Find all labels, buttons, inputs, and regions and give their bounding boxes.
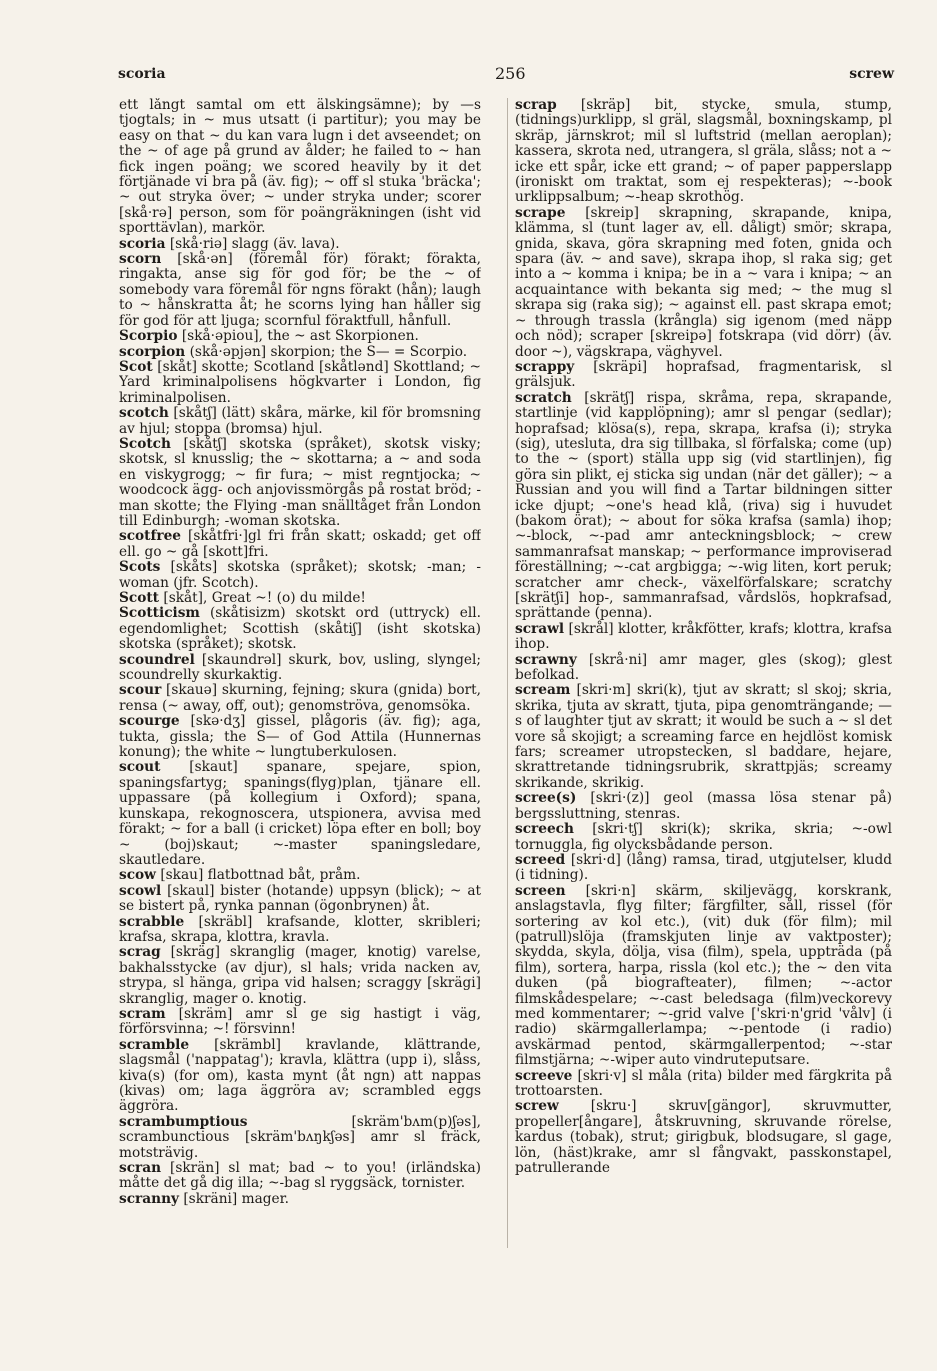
- entry-definition: [skräm] amr sl ge sig hastigt i väg, förförsvinna; ~! försvinn!: [119, 1005, 481, 1038]
- entry-headword: scrag: [119, 944, 161, 961]
- entry-headword: scorn: [119, 251, 162, 268]
- dictionary-entry: [119, 1192, 481, 1207]
- entry-definition: [skri·tʃ] skri(k); skrika, skria; ~-owl tornuggla, fig olycksbådande person.: [515, 821, 892, 853]
- dictionary-entry: [515, 1069, 892, 1100]
- entry-definition: ett långt samtal om ett älskingsämne); by —s tjogtals; in ~ mus utsatt (i partitur); you may be easy on that ~ du kan vara lugn i det avseendet; on the ~ of age på grund av ålder; he failed to ~ han fick ingen poäng; we scored heavily by it det förtjänade vi bra på (äv. fig); ~ off sl stuka 'bräcka'; ~ out stryka över; ~ under stryka under; scorer [skå·rə] person, som för poängräkningen (isht vid sporttävlan), markör.: [119, 98, 481, 237]
- dictionary-entry: [119, 237, 481, 252]
- dictionary-entry: [119, 1007, 481, 1038]
- running-head-right: screw: [849, 66, 894, 82]
- entry-definition: [skräm'bʌm(p)ʃəs], scrambunctious [skräm'bʌŋkʃəs] amr sl fräck, motsträvig.: [119, 1113, 481, 1161]
- entry-headword: scour: [119, 682, 162, 699]
- dictionary-entry: [515, 206, 892, 360]
- dictionary-entry: [119, 1038, 481, 1115]
- column-divider: [507, 98, 508, 1248]
- dictionary-entry: [119, 653, 481, 684]
- entry-headword: scratch: [515, 389, 572, 406]
- entry-definition: [skru·] skruv[gängor], skruvmutter, propeller[ångare], åtskruvning, skruvande rörelse, kardus (tobak), strut; girigbuk, blodsugare, sl gage, lön, (häst)krake, amr sl fångvakt, passkonstapel, patrullerande: [515, 1098, 892, 1177]
- dictionary-entry: [515, 884, 892, 1069]
- entry-definition: [skräg] skranglig (mager, knotig) varelse, bakhalsstycke (av djur), sl hals; vrida nacken av, strypa, sl hänga, gripa vid halsen; scraggy [skrägi] skranglig, mager o. knotig.: [119, 944, 481, 1007]
- entry-headword: scotch: [119, 405, 169, 422]
- entry-definition: [skauə] skurning, fejning; skura (gnida) bort, rensa (~ away, off, out); genomströva, genomsöka.: [119, 682, 481, 714]
- entry-headword: scrape: [515, 204, 566, 221]
- dictionary-entry: [119, 915, 481, 946]
- dictionary-entry: [119, 329, 481, 344]
- dictionary-entry: [119, 560, 481, 591]
- entry-headword: Scotticism: [119, 605, 200, 622]
- dictionary-entry: [119, 591, 481, 606]
- entry-headword: scrambumptious: [119, 1113, 248, 1130]
- entry-definition: [skåtʃ] skotska (språket), skotsk visky; skotsk, sl knusslig; the ~ skottarna; a ~ and soda en viskygrogg; ~ fir fura; ~ mist regntjocka; ~ woodcock ägg- och anjovissmörgås på rostat bröd; -man skotte; the Flying -man snälltåget från London till Edinburgh; -woman skotska.: [119, 435, 481, 529]
- dictionary-entry: [515, 683, 892, 791]
- dictionary-entry: [119, 360, 481, 406]
- page-number: 256: [495, 64, 526, 83]
- entry-headword: scowl: [119, 882, 162, 899]
- entry-definition: [skrätʃ] rispa, skråma, repa, skrapande, startlinje (vid kapplöpning); amr sl pengar (sedlar); hoprafsad; klösa(s), repa, skrapa, krafsa (i); stryka (sig), utesluta, dra sig tillbaka, sl förfalska; come (up) to the ~ (sport) ställa upp sig (vid startlinjen), fig göra sin plikt, ej sticka sig undan (när det gäller); ~ a Russian and you will find a Tartar bildningen sitter icke djupt; ~one's head klå, (riva) sig i huvudet (bakom örat); ~ about for söka krafsa (samla) ihop; ~-block, ~-pad amr anteckningsblock; ~ crew sammanrafsat manskap; ~ performance improviserad föreställning; ~-cat argbigga; ~-wig liten, kort peruk; scratcher amr check-, växelförfalskare; scratchy [skrätʃi] hop-, sammanrafsad, vårdslös, hopkrafsad, sprättande (penna).: [515, 389, 892, 622]
- entry-headword: scoria: [119, 235, 166, 252]
- entry-headword: Scott: [119, 590, 159, 606]
- dictionary-entry: [119, 1161, 481, 1192]
- dictionary-entry: [515, 98, 892, 206]
- dictionary-entry: [119, 406, 481, 437]
- entry-definition: [skrämbl] kravlande, klättrande, slagsmål ('nappatag'); kravla, klättra (upp i), slåss, kiva(s) (for om), kasta mynt (åt ngn) att nappas (kivas) om; laga äggröra av; scrambled eggs äggröra.: [119, 1036, 481, 1115]
- dictionary-entry: [515, 653, 892, 684]
- right-column: [515, 98, 892, 1248]
- dictionary-entry: [515, 391, 892, 622]
- entry-headword: scourge: [119, 713, 180, 730]
- entry-definition: [skaul] bister (hotande) uppsyn (blick); ~ at se bistert på, rynka pannan (ögonbrynen) åt.: [119, 882, 481, 915]
- entry-headword: scram: [119, 1005, 166, 1022]
- dictionary-entry: [515, 1099, 892, 1176]
- entry-headword: scoundrel: [119, 651, 195, 668]
- dictionary-entry: [119, 529, 481, 560]
- entry-headword: Scotch: [119, 435, 171, 452]
- dictionary-entry: [119, 437, 481, 529]
- entry-definition: [skåtʃ] (lätt) skåra, märke, kil för bromsning av hjul; stoppa (bromsa) hjul.: [119, 405, 481, 437]
- dictionary-entry: [119, 760, 481, 868]
- entry-definition: [skri·m] skri(k), tjut av skratt; sl skoj; skria, skrika, tjuta av skratt, tjuta, pipa genomträngande; —s of laughter tjut av skratt; it would be such a ~ sl det vore så skojigt; a screaming farce en hejdlöst komisk fars; screamer utropstecken, sl baddare, hejare, skrattretande tidningsrubrik, skrattpjäs; screamy skrikande, skrikig.: [515, 682, 892, 791]
- entry-headword: scrawny: [515, 651, 577, 668]
- dictionary-entry: [515, 622, 892, 653]
- entry-definition: [skåt] skotte; Scotland [skåtlənd] Skottland; ~ Yard kriminalpolisens högkvarter i London, fig kriminalpolisen.: [119, 358, 481, 406]
- entry-headword: scramble: [119, 1036, 190, 1053]
- entry-headword: screed: [515, 851, 566, 868]
- left-column: [119, 98, 481, 1248]
- running-head-left: scoria: [118, 66, 166, 82]
- entry-definition: [skau] flatbottnad båt, pråm.: [160, 867, 361, 884]
- dictionary-entry: [119, 1115, 481, 1161]
- dictionary-entry: [119, 345, 481, 360]
- dictionary-entry: [119, 98, 481, 237]
- entry-headword: scream: [515, 682, 571, 699]
- entry-headword: screeve: [515, 1067, 573, 1084]
- entry-definition: (skå·əpjən] skorpion; the S— = Scorpio.: [189, 343, 468, 360]
- dictionary-entry: [119, 683, 481, 714]
- entry-definition: [skaut] spanare, spejare, spion, spaningsfartyg; spanings(flyg)plan, tjänare ell. uppassare (på kollegium i Oxford); spana, kunskapa, rekognoscera, utspionera, avvisa med förakt; ~ for a ball (i cricket) löpa efter en boll; boy ~ (boj)skaut; ~-master spaningsledare, skautledare.: [119, 759, 481, 868]
- dictionary-entry: [119, 868, 481, 883]
- entry-definition: [skå·əpiou], the ~ ast Skorpionen.: [181, 328, 419, 345]
- entry-definition: (skåtisizm) skotskt ord (uttryck) ell. egendomlighet; Scottish (skåtiʃ] (isht skotska) skotska (språket); skotsk.: [119, 605, 481, 653]
- entry-definition: [skräni] mager.: [183, 1190, 289, 1207]
- dictionary-entry: [515, 822, 892, 853]
- entry-headword: scow: [119, 867, 156, 884]
- entry-headword: scrawl: [515, 620, 565, 637]
- entry-definition: [skå·riə] slagg (äv. lava).: [169, 235, 340, 252]
- dictionary-entry: [119, 945, 481, 1007]
- entry-definition: [skri·v] sl måla (rita) bilder med färgkrita på trottoarsten.: [515, 1067, 892, 1099]
- entry-headword: Scots: [119, 559, 161, 576]
- dictionary-entry: [515, 791, 892, 822]
- entry-headword: scotfree: [119, 528, 182, 545]
- entry-definition: [skå·ən] (föremål för) förakt; förakta, ringakta, anse sig för god för; be the ~ of somebody vara föremål för ngns förakt (hån); laugh to ~ hånskratta åt; he scorns lying han håller sig för god för att ljuga; scornful föraktfull, hånfull.: [119, 251, 481, 329]
- entry-definition: [skräp] bit, stycke, smula, stump, (tidnings)urklipp, sl gräl, slagsmål, boxningskamp, pl skräp, järnskrot; mil sl luftstrid (mellan aeroplan); kassera, skrota ned, utrangera, sl gräla, slåss; not a ~ icke ett spår, icke ett grand; ~ of paper papperslapp (ironiskt om traktat, som ej respekteras); ~-book urklippsalbum; ~-heap skrothög.: [515, 98, 892, 206]
- entry-definition: [skräpi] hoprafsad, fragmentarisk, sl grälsjuk.: [515, 358, 892, 391]
- entry-definition: [skaundrəl] skurk, bov, usling, slyngel; scoundrelly skurkaktig.: [119, 651, 481, 684]
- entry-definition: [skə·dʒ] gissel, plågoris (äv. fig); aga, tukta, gissla; the S— of God Attila (Hunnernas konung); the white ~ lungtuberkulosen.: [119, 713, 481, 761]
- entry-headword: scranny: [119, 1190, 179, 1207]
- dictionary-entry: [119, 714, 481, 760]
- entry-definition: [skreip] skrapning, skrapande, knipa, klämma, sl (tunt lager av, ell. dåligt) smör; skrapa, gnida, skava, göra skrapning med foten, gnida och spara (äv. ~ and save), skrapa ihop, sl raka sig; get into a ~ komma i knipa; be in a ~ vara i knipa; ~ an acquaintance with bekanta sig med; ~ the mug sl skrapa sig (raka sig); ~ against ell. past skrapa emot; ~ through trassla (krångla) sig igenom (med näpp och nöd); scraper [skreipə] fotskrapa (vid dörr) (äv. door ~), vägskrapa, väghyvel.: [515, 204, 892, 360]
- entry-headword: screw: [515, 1098, 559, 1115]
- entry-definition: [skrå·ni] amr mager, gles (skog); glest befolkad.: [515, 651, 892, 684]
- entry-headword: screen: [515, 882, 566, 899]
- entry-definition: [skåts] skotska (språket); skotsk; -man; -woman (jfr. Scotch).: [119, 559, 481, 591]
- entry-headword: scree(s): [515, 790, 577, 807]
- dictionary-entry: [515, 360, 892, 391]
- entry-definition: [skåtfri·]gl fri från skatt; oskadd; get off ell. go ~ gå [skott]fri.: [119, 528, 481, 560]
- dictionary-entry: [119, 606, 481, 652]
- entry-headword: scorpion: [119, 343, 186, 360]
- entry-definition: [skräbl] krafsande, klotter, skribleri; krafsa, skrapa, klottra, kravla.: [119, 913, 481, 945]
- entry-definition: [skri·d] (lång) ramsa, tirad, utgjutelser, kludd (i tidning).: [515, 851, 892, 884]
- entry-headword: Scorpio: [119, 328, 178, 345]
- entry-definition: [skrän] sl mat; bad ~ to you! (irländska) måtte det gå dig illa; ~-bag sl ryggsäck, tornister.: [119, 1160, 481, 1192]
- dictionary-entry: [119, 252, 481, 329]
- entry-headword: scrabble: [119, 913, 185, 930]
- entry-definition: [skrål] klotter, kråkfötter, krafs; klottra, krafsa ihop.: [515, 620, 892, 653]
- entry-headword: scrappy: [515, 358, 575, 375]
- entry-headword: scrap: [515, 98, 557, 113]
- entry-headword: screech: [515, 821, 574, 838]
- entry-definition: [skri·(z)] geol (massa lösa stenar på) bergssluttning, stenras.: [515, 790, 892, 822]
- entry-definition: [skri·n] skärm, skiljevägg, korskrank, anslagstavla, flyg filter; färgfilter, såll, rissel (för sortering av kol etc.), (vit) duk (för film); mil (patrull)slöja (framskjuten linje av vaktposter); skydda, skyla, dölja, visa (film), spela, uppträda (på film), sortera, harpa, rissla (kol etc.); the ~ den vita duken (på biografteater), filmen; ~-actor filmskådespelare; ~-cast beledsaga (film)veckorevy med kommentarer; ~-grid valve ['skri·n'grid 'vålv] (i radio) skärmgallerlampa; ~-pentode (i radio) avskärmad pentod, skärmgallerpentod; ~-star filmstjärna; ~-wiper auto vindruteputsare.: [515, 882, 892, 1069]
- entry-definition: [skåt], Great ~! (o) du milde!: [163, 590, 366, 606]
- entry-headword: scran: [119, 1160, 162, 1177]
- entry-headword: scout: [119, 759, 161, 776]
- dictionary-entry: [515, 853, 892, 884]
- entry-headword: Scot: [119, 358, 153, 375]
- dictionary-entry: [119, 884, 481, 915]
